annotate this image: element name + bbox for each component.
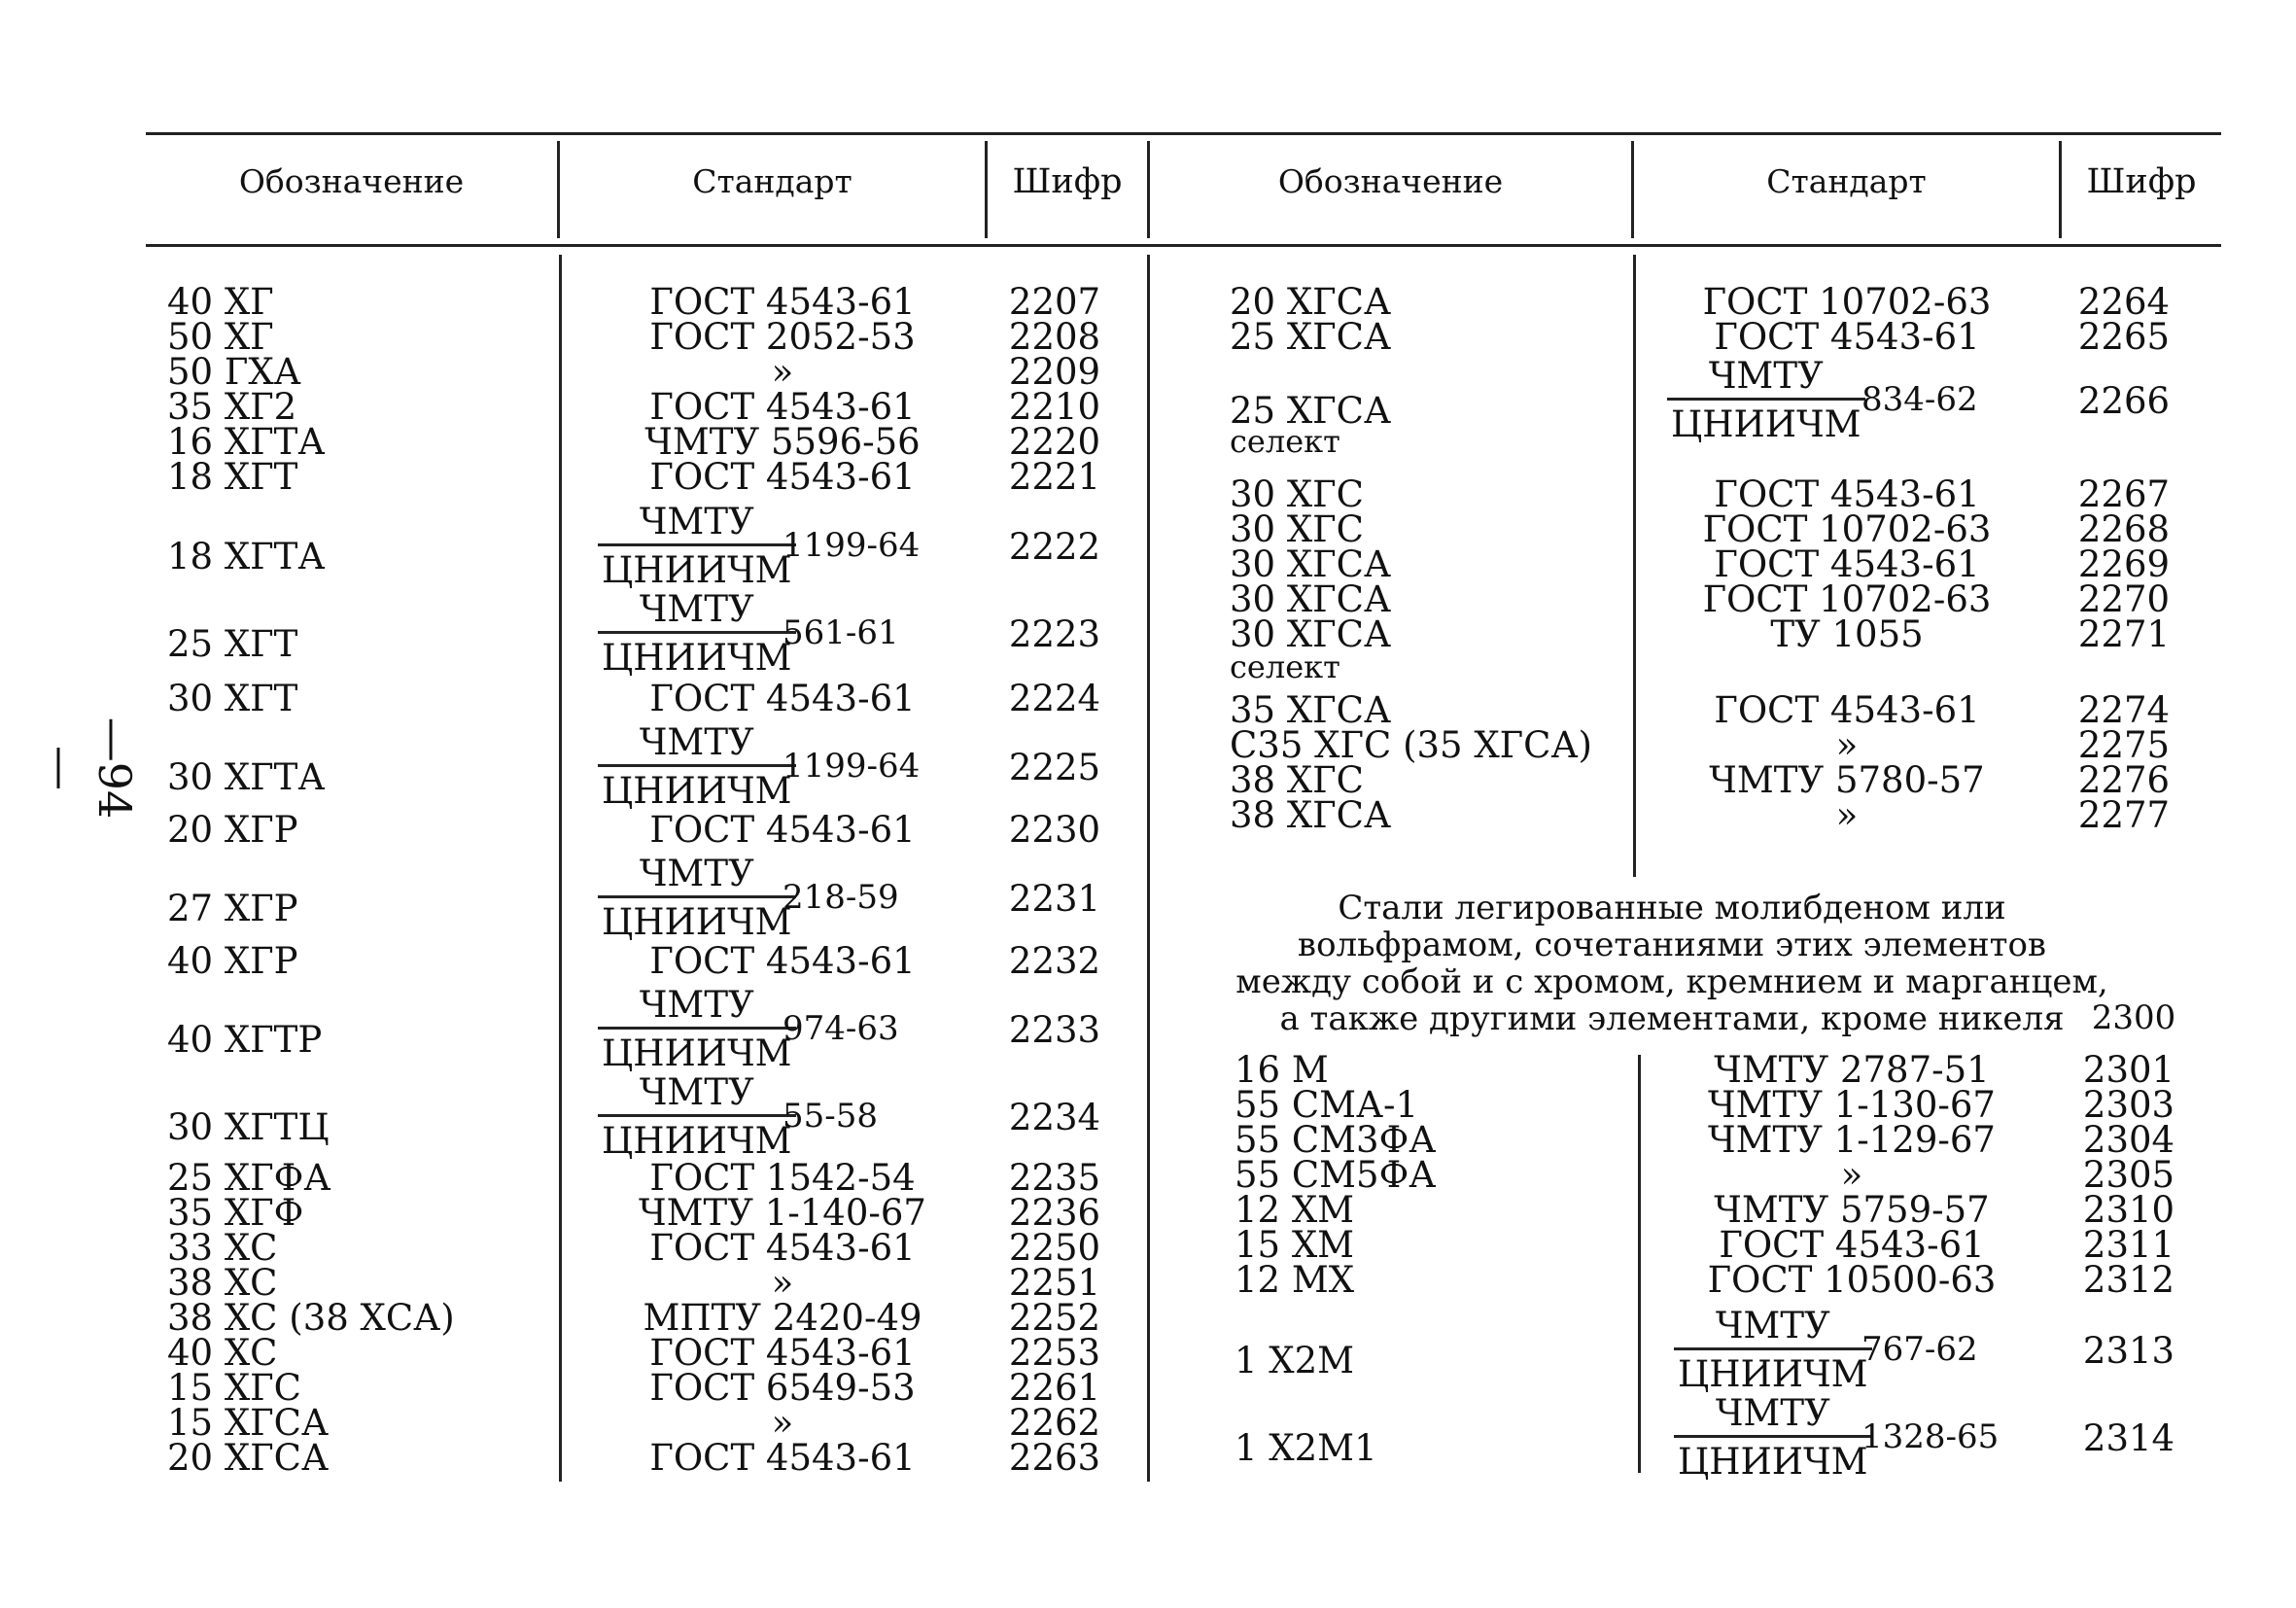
- code-cell: 2301: [2082, 1049, 2175, 1091]
- standard-cell: »: [771, 351, 794, 393]
- section-line: а также другими элементами, кроме никеля: [1279, 999, 2065, 1038]
- designation-cell: 15 ХГС: [167, 1367, 301, 1409]
- standard-number: 1199-64: [783, 747, 921, 786]
- header-code-left: Шифр: [1012, 162, 1123, 201]
- code-cell: 2210: [1008, 386, 1101, 428]
- code-cell: 2277: [2077, 794, 2171, 836]
- code-cell: 2231: [1008, 878, 1101, 920]
- designation-cell: 18 ХГТ: [167, 456, 298, 498]
- standard-number: 1199-64: [783, 526, 921, 565]
- designation-cell: 30 ХГС: [1230, 508, 1364, 550]
- fraction-denominator: ЦНИИЧМ: [602, 770, 792, 812]
- designation-cell: С35 ХГС (35 ХГСА): [1230, 724, 1592, 766]
- standard-fraction: [598, 588, 796, 679]
- fraction-numerator: ЧМТУ: [1708, 355, 1824, 397]
- standard-fraction: [1674, 1392, 1872, 1483]
- designation-cell: 50 ХГ: [167, 316, 274, 358]
- code-cell: 2230: [1008, 809, 1101, 851]
- designation-cell: 35 ХГ2: [167, 386, 297, 428]
- fraction-bar: [598, 764, 796, 767]
- designation-cell: 1 Х2М: [1235, 1340, 1355, 1381]
- code-cell: 2261: [1008, 1367, 1101, 1409]
- code-cell: 2314: [2082, 1417, 2175, 1459]
- designation-cell: 25 ХГТ: [167, 623, 298, 665]
- standard-number: 561-61: [783, 613, 899, 652]
- standard-number: 1328-65: [1861, 1417, 2000, 1456]
- body-divider-right-top: [1633, 255, 1636, 877]
- code-cell: 2276: [2077, 759, 2171, 801]
- designation-note: селект: [1230, 648, 1340, 685]
- designation-cell: 30 ХГСА: [1230, 613, 1392, 655]
- fraction-denominator: ЦНИИЧМ: [1678, 1353, 1868, 1395]
- standard-cell: ГОСТ 1542-54: [649, 1157, 916, 1199]
- designation-cell: 12 МХ: [1235, 1259, 1355, 1301]
- code-cell: 2311: [2082, 1224, 2175, 1266]
- standard-fraction: [598, 501, 796, 591]
- designation-cell: 38 ХГС: [1230, 759, 1364, 801]
- fraction-bar: [598, 1114, 796, 1117]
- standard-cell: ГОСТ 4543-61: [649, 678, 916, 719]
- code-cell: 2265: [2077, 316, 2171, 358]
- designation-cell: 30 ХГСА: [1230, 543, 1392, 585]
- code-cell: 2233: [1008, 1009, 1101, 1051]
- designation-cell: 30 ХГС: [1230, 473, 1364, 515]
- code-cell: 2313: [2082, 1330, 2175, 1372]
- designation-cell: 50 ГХА: [167, 351, 301, 393]
- standard-cell: ЧМТУ 5780-57: [1709, 759, 1985, 801]
- designation-cell: 20 ХГСА: [167, 1437, 330, 1479]
- designation-cell: 38 ХС: [167, 1262, 278, 1304]
- designation-cell: 30 ХГСА: [1230, 578, 1392, 620]
- designation-cell: 15 ХМ: [1235, 1224, 1355, 1266]
- fraction-numerator: ЧМТУ: [639, 588, 754, 630]
- standard-fraction: [598, 984, 796, 1074]
- standard-number: 218-59: [783, 878, 899, 917]
- standard-fraction: [598, 853, 796, 943]
- section-heading: [1225, 890, 2119, 1037]
- fraction-numerator: ЧМТУ: [1715, 1392, 1830, 1434]
- body-divider-middle: [1147, 255, 1150, 1482]
- designation-cell: 25 ХГФА: [167, 1157, 331, 1199]
- standard-cell: ГОСТ 10702-63: [1702, 508, 1992, 550]
- fraction-denominator: ЦНИИЧМ: [602, 901, 792, 943]
- fraction-bar: [598, 631, 796, 634]
- code-cell: 2235: [1008, 1157, 1101, 1199]
- designation-cell: 35 ХГСА: [1230, 689, 1392, 731]
- designation-cell: 33 ХС: [167, 1227, 278, 1269]
- designation-cell: 16 М: [1235, 1049, 1329, 1091]
- section-line: Стали легированные молибденом или: [1338, 889, 2006, 927]
- designation-cell: 20 ХГСА: [1230, 281, 1392, 323]
- fraction-bar: [598, 1027, 796, 1030]
- designation-cell: 40 ХГ: [167, 281, 274, 323]
- fraction-denominator: ЦНИИЧМ: [1678, 1441, 1868, 1483]
- header-standard-left: Стандарт: [692, 162, 852, 200]
- standard-cell: »: [771, 1262, 794, 1304]
- standard-cell: ГОСТ 4543-61: [649, 1437, 916, 1479]
- designation-cell: 30 ХГТЦ: [167, 1106, 330, 1148]
- fraction-numerator: ЧМТУ: [639, 853, 754, 894]
- header-rule: [146, 244, 2221, 247]
- designation-cell: 16 ХГТА: [167, 421, 326, 463]
- designation-cell: 25 ХГСА: [1230, 390, 1392, 432]
- fraction-denominator: ЦНИИЧМ: [602, 549, 792, 591]
- standard-cell: ГОСТ 4543-61: [1714, 316, 1980, 358]
- code-cell: 2304: [2082, 1119, 2175, 1161]
- top-rule: [146, 132, 2221, 135]
- standard-cell: ГОСТ 4543-61: [649, 809, 916, 851]
- designation-cell: 1 Х2М1: [1235, 1427, 1377, 1469]
- header-designation-left: Обозначение: [238, 162, 465, 200]
- designation-cell: 38 ХГСА: [1230, 794, 1392, 836]
- standard-fraction: [1674, 1305, 1872, 1395]
- standard-cell: ЧМТУ 5596-56: [644, 421, 921, 463]
- code-cell: 2224: [1008, 678, 1101, 719]
- standard-cell: ГОСТ 10702-63: [1702, 578, 1992, 620]
- body-divider-left: [559, 255, 562, 1482]
- code-cell: 2252: [1008, 1297, 1101, 1339]
- designation-cell: 30 ХГТ: [167, 678, 298, 719]
- section-line: вольфрамом, сочетаниями этих элементов: [1297, 926, 2047, 964]
- code-cell: 2222: [1008, 526, 1101, 568]
- fraction-denominator: ЦНИИЧМ: [1671, 403, 1861, 445]
- code-cell: 2268: [2077, 508, 2171, 550]
- standard-number: 834-62: [1861, 380, 1978, 419]
- fraction-bar: [598, 895, 796, 898]
- code-cell: 2310: [2082, 1189, 2175, 1231]
- standard-cell: ГОСТ 2052-53: [649, 316, 916, 358]
- code-cell: 2263: [1008, 1437, 1101, 1479]
- standard-cell: ГОСТ 4543-61: [649, 386, 916, 428]
- standard-cell: ЧМТУ 2787-51: [1714, 1049, 1990, 1091]
- header-designation-right: Обозначение: [1277, 162, 1504, 200]
- standard-cell: ГОСТ 6549-53: [649, 1367, 916, 1409]
- designation-cell: 35 ХГФ: [167, 1192, 304, 1234]
- standard-fraction: [598, 1071, 796, 1162]
- standard-cell: ГОСТ 4543-61: [1714, 473, 1980, 515]
- fraction-bar: [1674, 1347, 1872, 1350]
- code-cell: 2264: [2077, 281, 2171, 323]
- standard-cell: ТУ 1055: [1770, 613, 1924, 655]
- code-cell: 2208: [1008, 316, 1101, 358]
- designation-cell: 38 ХС (38 ХСА): [167, 1297, 455, 1339]
- fraction-numerator: ЧМТУ: [639, 501, 754, 542]
- section-line: между собой и с хромом, кремнием и марганцем,: [1235, 962, 2108, 1001]
- code-cell: 2312: [2082, 1259, 2175, 1301]
- standard-cell: ГОСТ 4543-61: [649, 456, 916, 498]
- designation-cell: 40 ХГР: [167, 940, 298, 982]
- standard-number: 767-62: [1861, 1330, 1978, 1369]
- fraction-bar: [1674, 1435, 1872, 1438]
- standard-cell: ЧМТУ 1-140-67: [639, 1192, 926, 1234]
- standard-cell: ЧМТУ 1-130-67: [1708, 1084, 1996, 1126]
- code-cell: 2253: [1008, 1332, 1101, 1374]
- designation-cell: 55 СМ3ФА: [1235, 1119, 1437, 1161]
- code-cell: 2267: [2077, 473, 2171, 515]
- designation-cell: 20 ХГР: [167, 809, 298, 851]
- header-standard-right: Стандарт: [1766, 162, 1927, 200]
- designation-cell: 40 ХС: [167, 1332, 278, 1374]
- code-cell: 2251: [1008, 1262, 1101, 1304]
- body-divider-right-bottom: [1638, 1055, 1641, 1473]
- standard-cell: »: [1840, 1154, 1863, 1196]
- designation-cell: 25 ХГСА: [1230, 316, 1392, 358]
- code-cell: 2271: [2077, 613, 2171, 655]
- designation-cell: 18 ХГТА: [167, 536, 326, 577]
- designation-cell: 27 ХГР: [167, 888, 298, 929]
- standard-cell: ГОСТ 4543-61: [1714, 543, 1980, 585]
- code-cell: 2234: [1008, 1097, 1101, 1138]
- code-cell: 2274: [2077, 689, 2171, 731]
- standard-number: 55-58: [783, 1097, 879, 1136]
- code-cell: 2262: [1008, 1402, 1101, 1444]
- code-cell: 2236: [1008, 1192, 1101, 1234]
- standard-number: 974-63: [783, 1009, 899, 1048]
- code-cell: 2223: [1008, 613, 1101, 655]
- standard-cell: »: [1835, 794, 1859, 836]
- fraction-numerator: ЧМТУ: [639, 721, 754, 763]
- code-cell: 2250: [1008, 1227, 1101, 1269]
- fraction-bar: [1667, 398, 1865, 401]
- header-code-right: Шифр: [2086, 162, 2197, 201]
- code-cell: 2209: [1008, 351, 1101, 393]
- standard-cell: ЧМТУ 5759-57: [1714, 1189, 1990, 1231]
- designation-cell: 55 СМА-1: [1235, 1084, 1419, 1126]
- code-cell: 2303: [2082, 1084, 2175, 1126]
- designation-cell: 55 СМ5ФА: [1235, 1154, 1437, 1196]
- fraction-numerator: ЧМТУ: [639, 984, 754, 1026]
- fraction-denominator: ЦНИИЧМ: [602, 637, 792, 679]
- standard-cell: ГОСТ 4543-61: [649, 281, 916, 323]
- fraction-denominator: ЦНИИЧМ: [602, 1120, 792, 1162]
- code-cell: 2275: [2077, 724, 2171, 766]
- code-cell: 2207: [1008, 281, 1101, 323]
- designation-cell: 12 ХМ: [1235, 1189, 1355, 1231]
- designation-cell: 40 ХГТР: [167, 1019, 323, 1061]
- code-cell: 2266: [2077, 380, 2171, 422]
- designation-cell: 30 ХГТА: [167, 756, 326, 798]
- code-cell: 2220: [1008, 421, 1101, 463]
- standard-cell: ГОСТ 4543-61: [649, 1332, 916, 1374]
- code-cell: 2305: [2082, 1154, 2175, 1196]
- fraction-numerator: ЧМТУ: [1715, 1305, 1830, 1346]
- code-cell: 2221: [1008, 456, 1101, 498]
- fraction-denominator: ЦНИИЧМ: [602, 1032, 792, 1074]
- designation-note: селект: [1230, 423, 1340, 460]
- code-cell: 2269: [2077, 543, 2171, 585]
- standard-cell: МПТУ 2420-49: [643, 1297, 922, 1339]
- standard-cell: ГОСТ 4543-61: [1719, 1224, 1985, 1266]
- standard-cell: »: [1835, 724, 1859, 766]
- designation-cell: 15 ХГСА: [167, 1402, 330, 1444]
- code-cell: 2232: [1008, 940, 1101, 982]
- section-code: 2300: [2091, 998, 2176, 1037]
- standard-cell: ГОСТ 4543-61: [649, 940, 916, 982]
- standard-cell: ГОСТ 4543-61: [1714, 689, 1980, 731]
- standard-fraction: [1667, 355, 1865, 445]
- fraction-numerator: ЧМТУ: [639, 1071, 754, 1113]
- standard-cell: ГОСТ 10500-63: [1707, 1259, 1997, 1301]
- standard-cell: ГОСТ 10702-63: [1702, 281, 1992, 323]
- code-cell: 2270: [2077, 578, 2171, 620]
- standard-cell: ЧМТУ 1-129-67: [1708, 1119, 1996, 1161]
- standard-cell: »: [771, 1402, 794, 1444]
- code-cell: 2225: [1008, 747, 1101, 788]
- fraction-bar: [598, 543, 796, 546]
- standard-fraction: [598, 721, 796, 812]
- standard-cell: ГОСТ 4543-61: [649, 1227, 916, 1269]
- page-number: —94—: [36, 717, 141, 820]
